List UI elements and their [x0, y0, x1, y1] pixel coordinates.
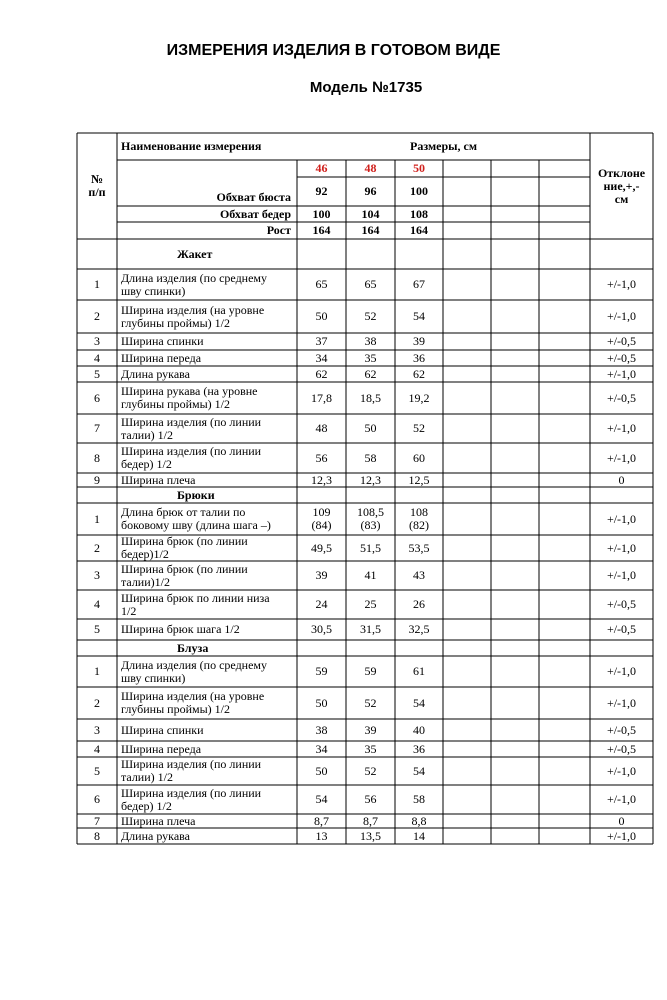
tolerance-value: +/-1,0 [606, 695, 637, 710]
size-46-value: 109 (84) [311, 505, 332, 532]
size-46-value: 37 [315, 334, 328, 348]
row-number: 4 [94, 350, 100, 365]
measurement-name: Ширина брюк шага 1/2 [121, 622, 240, 636]
size-46-value: 8,7 [314, 813, 329, 828]
tolerance-value: +/-1,0 [606, 828, 637, 843]
measurement-name: Длина рукава [121, 366, 190, 381]
size-48-value: 108,5 (83) [357, 505, 384, 532]
size-50-value: 39 [413, 334, 425, 348]
size-50-value: 62 [413, 366, 425, 381]
size-50-value: 14 [413, 828, 425, 843]
measurement-name: Ширина изделия (по линии бедер) 1/2 [121, 785, 262, 813]
tolerance-value: +/-1,0 [606, 277, 637, 291]
body-measure-value: 108 [410, 206, 428, 221]
measurement-name: Ширина изделия (на уровне глубины проймы) 1/2 [121, 302, 265, 330]
size-46-value: 49,5 [311, 540, 332, 555]
tolerance-value: 0 [618, 472, 625, 487]
size-50-value: 32,5 [408, 622, 430, 636]
size-46-value: 17,8 [311, 390, 332, 405]
size-50-value: 53,5 [408, 540, 430, 555]
row-number: 3 [94, 334, 100, 348]
column-header-tolerance: Отклоне ние,+,- см [597, 165, 646, 206]
size-46-value: 59 [315, 664, 328, 678]
tolerance-value: +/-1,0 [606, 568, 637, 582]
section-title: Брюки [177, 487, 215, 502]
size-46-value: 56 [315, 450, 328, 465]
size-46-value: 38 [315, 722, 328, 737]
size-48-value: 52 [364, 695, 377, 710]
row-number: 2 [94, 695, 100, 710]
body-measure-value: 96 [364, 184, 377, 198]
size-46-value: 65 [315, 277, 328, 291]
row-number: 5 [94, 366, 100, 381]
size-50-value: 108 (82) [409, 505, 429, 532]
size-48-value: 13,5 [360, 828, 381, 843]
row-number: 3 [94, 568, 100, 582]
size-48-value: 25 [364, 597, 377, 611]
body-measure-label: Обхват бедер [219, 206, 291, 221]
size-46-value: 34 [315, 741, 328, 756]
row-number: 9 [94, 472, 100, 487]
size-48-value: 56 [364, 792, 377, 806]
body-measure-label: Обхват бюста [216, 190, 291, 204]
row-number: 8 [94, 450, 100, 465]
size-46-value: 13 [315, 828, 328, 843]
size-48-value: 8,7 [363, 813, 378, 828]
body-measure-value: 164 [361, 223, 380, 237]
size-48-value: 58 [364, 450, 377, 465]
column-header-name: Наименование измерения [121, 138, 262, 153]
measurement-name: Длина изделия (по среднему шву спинки) [121, 657, 268, 685]
row-number: 4 [94, 741, 100, 756]
size-50-value: 36 [413, 350, 425, 365]
size-48-value: 12,3 [360, 472, 381, 487]
model-number: Модель №1735 [309, 79, 423, 96]
tolerance-value: +/-1,0 [606, 309, 637, 323]
body-measure-value: 164 [410, 223, 428, 237]
measurement-name: Ширина брюк (по линии бедер)1/2 [121, 534, 248, 561]
row-number: 7 [94, 421, 100, 435]
measurement-name: Ширина изделия (по линии бедер) 1/2 [121, 444, 262, 471]
body-measure-value: 164 [312, 223, 331, 237]
size-48-value: 52 [364, 763, 377, 778]
row-number: 7 [94, 813, 100, 828]
row-number: 2 [94, 540, 100, 555]
size-48-value: 39 [364, 722, 377, 737]
measurement-name: Ширина спинки [121, 722, 204, 737]
size-48-value: 35 [364, 741, 377, 756]
measurement-name: Ширина спинки [121, 334, 204, 348]
size-50-value: 60 [413, 450, 425, 465]
measurement-name: Длина изделия (по среднему шву спинки) [121, 270, 268, 298]
size-50-value: 19,2 [408, 390, 430, 405]
tolerance-value: +/-1,0 [606, 511, 637, 526]
measurement-name: Ширина изделия (по линии талии) 1/2 [121, 757, 262, 784]
row-number: 4 [94, 597, 100, 611]
measurement-name: Ширина изделия (по линии талии) 1/2 [121, 414, 262, 442]
row-number: 6 [94, 792, 100, 806]
size-46-value: 54 [315, 792, 328, 806]
size-48-value: 35 [364, 350, 377, 365]
size-48-value: 50 [364, 421, 377, 435]
size-46-value: 12,3 [311, 472, 332, 487]
body-measure-label: Рост [266, 223, 291, 237]
size-50-value: 40 [413, 722, 425, 737]
measurement-name: Длина рукава [121, 828, 190, 843]
body-measure-value: 100 [312, 206, 331, 221]
tolerance-value: +/-0,5 [606, 597, 637, 611]
tolerance-value: +/-1,0 [606, 763, 637, 778]
size-label: 46 [315, 161, 328, 175]
size-50-value: 43 [413, 568, 425, 582]
size-50-value: 58 [413, 792, 425, 806]
body-measure-value: 92 [315, 184, 328, 198]
size-46-value: 50 [315, 309, 328, 323]
row-number: 1 [94, 511, 100, 526]
tolerance-value: +/-0,5 [606, 350, 637, 365]
measurement-name: Ширина изделия (на уровне глубины проймы) 1/2 [121, 689, 265, 716]
tolerance-value: +/-1,0 [606, 792, 637, 806]
size-50-value: 36 [413, 741, 425, 756]
row-number: 1 [94, 664, 100, 678]
tolerance-value: +/-0,5 [606, 390, 637, 405]
size-label: 50 [413, 161, 425, 175]
tolerance-value: +/-1,0 [606, 421, 637, 435]
measurement-name: Ширина брюк по линии низа 1/2 [121, 590, 270, 618]
column-header-sizes: Размеры, см [409, 138, 478, 153]
size-48-value: 31,5 [360, 622, 381, 636]
row-number: 5 [94, 763, 100, 778]
document-title: ИЗМЕРЕНИЯ ИЗДЕЛИЯ В ГОТОВОМ ВИДЕ [166, 42, 501, 59]
row-number: 3 [94, 722, 100, 737]
size-46-value: 50 [315, 695, 328, 710]
size-48-value: 59 [364, 664, 377, 678]
section-title: Блуза [177, 640, 209, 655]
size-48-value: 38 [364, 334, 377, 348]
size-46-value: 24 [315, 597, 328, 611]
size-50-value: 54 [413, 763, 425, 778]
tolerance-value: +/-1,0 [606, 664, 637, 678]
size-46-value: 48 [315, 421, 328, 435]
size-48-value: 65 [364, 277, 377, 291]
measurement-name: Ширина брюк (по линии талии)1/2 [121, 561, 248, 589]
section-title: Жакет [177, 246, 213, 261]
tolerance-value: +/-1,0 [606, 450, 637, 465]
size-46-value: 62 [315, 366, 328, 381]
measurement-name: Ширина переда [121, 350, 202, 365]
body-measure-value: 104 [361, 206, 380, 221]
size-48-value: 18,5 [360, 390, 381, 405]
measurement-name: Длина брюк от талии по боковому шву (длина шага –) [121, 505, 271, 532]
size-50-value: 54 [413, 695, 425, 710]
measurement-name: Ширина плеча [121, 813, 196, 828]
measurement-name: Ширина переда [121, 741, 202, 756]
size-48-value: 52 [364, 309, 377, 323]
tolerance-value: +/-0,5 [606, 334, 637, 348]
measurement-name: Ширина плеча [121, 472, 196, 487]
tolerance-value: 0 [618, 813, 625, 828]
row-number: 2 [94, 309, 100, 323]
size-50-value: 26 [413, 597, 425, 611]
row-number: 6 [94, 390, 100, 405]
row-number: 1 [94, 277, 100, 291]
size-46-value: 39 [315, 568, 328, 582]
size-48-value: 51,5 [360, 540, 381, 555]
size-46-value: 50 [315, 763, 328, 778]
size-50-value: 52 [413, 421, 425, 435]
column-header-number: № п/п [88, 172, 106, 199]
size-50-value: 61 [413, 664, 425, 678]
size-46-value: 34 [315, 350, 328, 365]
tolerance-value: +/-0,5 [606, 741, 637, 756]
size-50-value: 8,8 [411, 813, 427, 828]
size-50-value: 12,5 [408, 472, 430, 487]
tolerance-value: +/-0,5 [606, 722, 637, 737]
row-number: 5 [94, 622, 100, 636]
tolerance-value: +/-0,5 [606, 622, 637, 636]
size-48-value: 62 [364, 366, 377, 381]
size-label: 48 [364, 161, 377, 175]
row-number: 8 [94, 828, 100, 843]
size-50-value: 67 [413, 277, 425, 291]
tolerance-value: +/-1,0 [606, 366, 637, 381]
measurement-name: Ширина рукава (на уровне глубины проймы) 1/2 [121, 384, 258, 411]
body-measure-value: 100 [410, 184, 428, 198]
size-46-value: 30,5 [311, 622, 332, 636]
size-50-value: 54 [413, 309, 425, 323]
size-48-value: 41 [364, 568, 377, 582]
tolerance-value: +/-1,0 [606, 540, 637, 555]
